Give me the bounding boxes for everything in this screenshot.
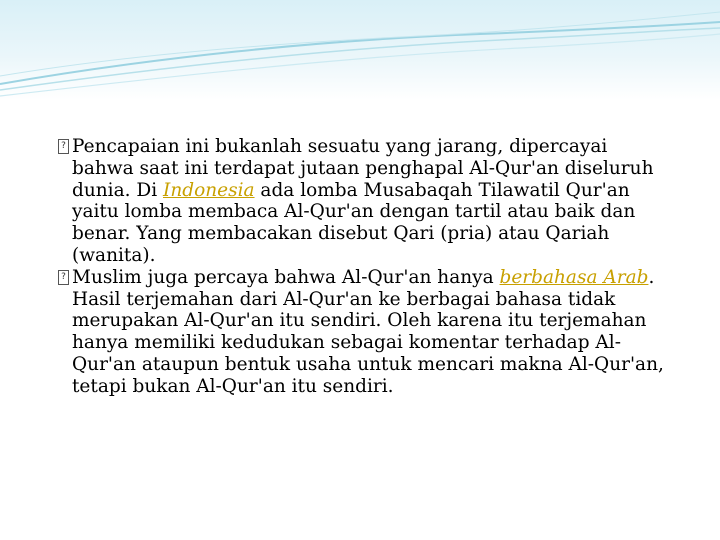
link-indonesia[interactable]: Indonesia (163, 179, 255, 201)
paragraph-2-text-start: Muslim juga percaya bahwa Al-Qur'an hanya (72, 266, 500, 288)
paragraph-2 (58, 267, 668, 398)
paragraph-2-text-end: . Hasil terjemahan dari Al-Qur'an ke berbagai bahasa tidak merupakan Al-Qur'an itu sendiri. Oleh karena itu terjemahan hanya memiliki kedudukan sebagai komentar terhadap Al-Qur'an ataupun bentuk usaha untuk mencari makna Al-Qur'an, tetapi bukan Al-Qur'an itu sendiri. (72, 266, 664, 397)
missing-glyph-icon (58, 270, 69, 285)
paragraph-1 (58, 136, 668, 267)
link-berbahasa-arab[interactable]: berbahasa Arab (499, 266, 649, 288)
missing-glyph-icon (58, 139, 69, 154)
paragraph-1-text-end: ada lomba Musabaqah Tilawatil Qur'an yaitu lomba membaca Al-Qur'an dengan tartil atau baik dan benar. Yang membacakan disebut Qari (pria) atau Qariah (wanita). (72, 179, 636, 266)
paragraph-1-text-start: Pencapaian ini bukanlah sesuatu yang jarang, dipercayai bahwa saat ini terdapat jutaan penghapal Al-Qur'an diseluruh dunia. Di (72, 136, 654, 201)
wave-decoration (0, 0, 720, 110)
slide-body (58, 136, 668, 398)
